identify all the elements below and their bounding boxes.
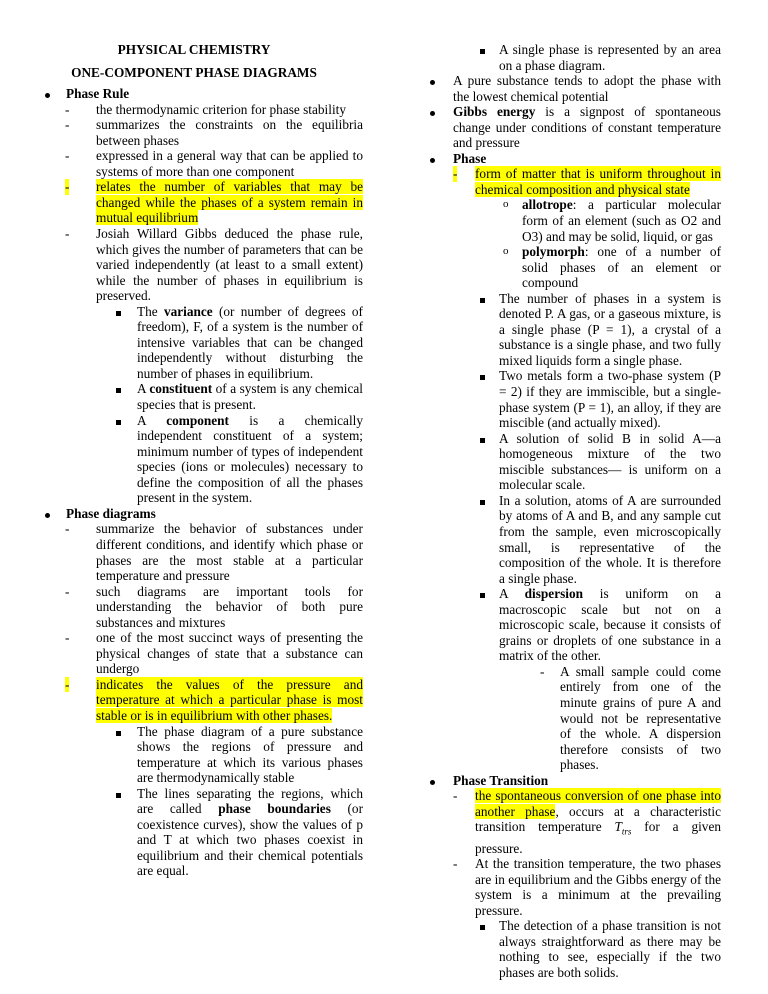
dash-marker-icon: - <box>65 148 70 164</box>
bold-term: Phase <box>453 150 487 166</box>
list-item <box>45 413 363 506</box>
bullet-marker-icon <box>430 151 435 167</box>
square-marker-icon <box>480 918 485 934</box>
item-text <box>96 630 363 676</box>
dash-marker-icon: - <box>65 101 70 117</box>
text-run: relates the number of variables that may be changed while the phases of a system remain in mutual equilibrium <box>96 179 363 226</box>
text-run: The phase diagram of a pure substance shows the regions of pressure and temperature at which its various phases are thermodynamically stable <box>137 723 363 786</box>
list-item <box>430 493 721 586</box>
text-run: is uniform on a macroscopic scale but not on a microscopic scale, because it consists of grains or droplets of one substance in a matrix of the other. <box>499 586 721 664</box>
square-bullet-icon <box>116 388 121 393</box>
list-item <box>430 291 721 369</box>
square-marker-icon <box>480 586 485 602</box>
list-item <box>45 179 363 226</box>
list-item <box>430 151 721 167</box>
dash-marker-icon: - <box>65 521 70 537</box>
circle-marker-icon: o <box>503 245 509 258</box>
square-marker-icon <box>480 493 485 509</box>
square-bullet-icon <box>480 593 485 598</box>
text-run: Josiah Willard Gibbs deduced the phase rule, which gives the number of parameters that can be varied independently (at least to a small extent) while the number of phases in equilibrium is preserved. <box>96 226 363 304</box>
text-run: A <box>137 412 167 428</box>
item-text <box>499 291 721 368</box>
right-outline <box>430 42 721 980</box>
item-text <box>96 102 346 117</box>
list-item <box>430 664 721 773</box>
bullet-marker-icon <box>430 104 435 120</box>
bullet-marker-icon <box>45 86 50 102</box>
text-run: The detection of a phase transition is not always straightforward as there may be nothing to see, especially if the two phases are both solids. <box>499 918 721 980</box>
list-item <box>430 73 721 104</box>
item-text <box>96 584 363 630</box>
item-text <box>96 148 363 179</box>
square-bullet-icon <box>480 438 485 443</box>
dash-marker-icon: - <box>65 179 70 195</box>
text-run: A <box>137 381 150 397</box>
bullet-icon <box>430 780 435 785</box>
square-bullet-icon <box>480 49 485 54</box>
item-text <box>96 226 363 303</box>
bold-term: polymorph <box>522 244 585 260</box>
text-run: summarizes the constraints on the equilibria between phases <box>96 117 363 148</box>
list-item <box>430 166 721 197</box>
item-text <box>66 86 129 101</box>
item-text <box>499 918 721 980</box>
item-text <box>137 381 363 412</box>
text-run: is a signpost of spontaneous change under conditions of constant temperature and pressure <box>453 104 721 151</box>
item-text <box>96 117 363 148</box>
square-bullet-icon <box>480 298 485 303</box>
document-title: PHYSICAL CHEMISTRY <box>117 42 271 57</box>
text-run: (or coexistence curves), show the values of p and T at which two phases coexist in equilibrium and their chemical potentials are equal. <box>137 801 364 879</box>
text-run: such diagrams are important tools for understanding the behavior of both pure substances and mixtures <box>96 583 363 630</box>
list-item <box>430 368 721 430</box>
text-run: expressed in a general way that can be applied to systems of more than one component <box>96 148 363 179</box>
dash-marker-icon: - <box>65 676 70 692</box>
list-item <box>45 630 363 677</box>
item-text <box>96 677 363 723</box>
list-item <box>45 584 363 631</box>
square-marker-icon <box>480 368 485 384</box>
list-item <box>45 102 363 118</box>
dash-marker-icon: - <box>65 117 70 133</box>
text-run: In a solution, atoms of A are surrounded by atoms of A and B, and any sample cut from the sample, even microscopically small, is representative of the composition of the whole. It is therefore a single phase. <box>499 492 721 586</box>
list-item <box>45 381 363 412</box>
item-text <box>499 42 721 73</box>
list-item <box>430 197 721 244</box>
highlighted-text: the spontaneous conversion of one phase into another phase <box>475 788 721 819</box>
document-subtitle: ONE-COMPONENT PHASE DIAGRAMS <box>71 64 317 80</box>
square-bullet-icon <box>480 500 485 505</box>
item-text <box>499 431 721 493</box>
text-run: of a system is any chemical species that is present. <box>137 381 363 413</box>
math-subscript: trs <box>621 827 632 837</box>
math-symbol <box>614 819 632 837</box>
square-bullet-icon <box>116 311 121 316</box>
item-text <box>96 521 363 583</box>
bold-term: dispersion <box>524 586 584 602</box>
list-item <box>430 244 721 291</box>
item-text <box>96 179 363 225</box>
bold-term: phase boundaries <box>218 801 331 817</box>
item-text <box>137 724 363 786</box>
item-text <box>522 244 721 290</box>
text-run: (or number of degrees of freedom), F, of a system is the number of intensive variables that can be changed independently without disturbing the number of phases in equilibrium. <box>137 303 363 381</box>
bullet-icon <box>430 80 435 85</box>
square-bullet-icon <box>480 925 485 930</box>
bold-term: allotrope <box>522 197 573 213</box>
text-run: , occurs at a characteristic transition temperature <box>475 803 721 835</box>
bold-term: Phase diagrams <box>66 505 156 521</box>
text-run: form of matter that is uniform throughout in chemical composition and physical state <box>475 166 721 197</box>
bold-term: Gibbs energy <box>453 104 536 120</box>
list-item <box>45 117 363 148</box>
list-item <box>430 918 721 980</box>
text-run: for a given pressure. <box>475 819 721 856</box>
list-item <box>45 786 363 879</box>
item-text <box>453 773 548 788</box>
text-run: one of the most succinct ways of presenting the physical changes of state that a substance can undergo <box>96 630 363 677</box>
item-text <box>560 664 721 772</box>
dash-marker-icon: - <box>453 166 458 182</box>
dash-marker-icon: - <box>453 856 458 872</box>
list-item <box>45 724 363 786</box>
bullet-marker-icon <box>430 73 435 89</box>
list-item <box>45 304 363 382</box>
square-marker-icon <box>116 786 121 802</box>
item-text <box>499 493 721 586</box>
list-item <box>45 148 363 179</box>
left-column <box>45 42 363 879</box>
item-text <box>475 856 721 918</box>
square-marker-icon <box>480 42 485 58</box>
bold-term: Phase Transition <box>453 772 549 788</box>
bullet-marker-icon <box>430 773 435 789</box>
dash-marker-icon: - <box>65 583 70 599</box>
square-marker-icon <box>116 413 121 429</box>
item-text <box>137 304 363 381</box>
item-text <box>137 786 363 879</box>
list-item <box>430 431 721 493</box>
list-item <box>45 506 363 522</box>
item-text <box>475 788 721 855</box>
square-marker-icon <box>480 431 485 447</box>
list-item <box>430 42 721 73</box>
bullet-icon <box>45 513 50 518</box>
square-marker-icon <box>480 291 485 307</box>
text-run: A solution of solid B in solid A—a homogeneous mixture of the two miscible substances— is uniform on a molecular scale. <box>499 430 721 493</box>
text-run: The <box>137 303 164 319</box>
dash-marker-icon: - <box>453 788 458 804</box>
text-run: A single phase is represented by an area on a phase diagram. <box>499 42 721 73</box>
list-item <box>45 677 363 724</box>
bullet-icon <box>430 158 435 163</box>
item-text <box>499 586 721 663</box>
square-bullet-icon <box>480 375 485 380</box>
list-item <box>430 773 721 789</box>
list-item <box>45 86 363 102</box>
text-run: summarize the behavior of substances under different conditions, and identify which phase or phases are the most stable at a particular temperature and pressure <box>96 521 363 584</box>
text-run: At the transition temperature, the two phases are in equilibrium and the Gibbs energy of the system is a minimum at the prevailing pressure. <box>475 856 721 918</box>
square-bullet-icon <box>116 793 121 798</box>
text-run: indicates the values of the pressure and temperature at which a particular phase is most stable or is in equilibrium with other phases. <box>96 676 363 723</box>
item-text <box>66 506 156 521</box>
text-run: : a particular molecular form of an element (such as O2 and O3) and may be solid, liquid, or gas <box>522 197 721 244</box>
circle-marker-icon: o <box>503 198 509 211</box>
math-base: T <box>614 819 622 835</box>
text-run: A pure substance tends to adopt the phase with the lowest chemical potential <box>453 73 721 104</box>
text-run: A small sample could come entirely from one of the minute grains of pure A and would not be representative of the whole. A dispersion therefore consists of two phases. <box>560 663 721 773</box>
dash-marker-icon: - <box>65 226 70 242</box>
square-bullet-icon <box>116 420 121 425</box>
square-bullet-icon <box>116 731 121 736</box>
item-text <box>137 413 363 506</box>
bold-term: constituent <box>149 381 213 397</box>
bullet-icon <box>430 111 435 116</box>
item-text <box>522 197 721 243</box>
bullet-marker-icon <box>45 506 50 522</box>
left-outline <box>45 86 363 879</box>
list-item <box>45 226 363 304</box>
bullet-icon <box>45 93 50 98</box>
subdash-marker-icon: - <box>540 663 545 679</box>
list-item <box>430 856 721 918</box>
square-marker-icon <box>116 724 121 740</box>
text-run: the thermodynamic criterion for phase stability <box>96 101 346 117</box>
text-run: : one of a number of solid phases of an element or compound <box>522 244 721 291</box>
text-run: Two metals form a two-phase system (P = 2) if they are immiscible, but a single-phase system (P = 1), an alloy, if they are miscible (and actually mixed). <box>499 368 721 431</box>
text-run: A <box>499 586 525 602</box>
item-text <box>453 151 486 166</box>
list-item <box>430 788 721 856</box>
list-item <box>430 586 721 664</box>
text-run: is a chemically independent constituent of a system; minimum number of types of independent species (ions or molecules) necessary to define the composition of all the phases present in the system. <box>137 412 363 506</box>
right-column <box>430 42 721 980</box>
bold-term: variance <box>163 303 213 319</box>
list-item <box>430 104 721 151</box>
bold-term: component <box>166 412 229 428</box>
square-marker-icon <box>116 381 121 397</box>
item-text <box>499 368 721 430</box>
text-run: The number of phases in a system is denoted P. A gas, or a gaseous mixture, is a single phase (P = 1), a crystal of a substance is a single phase, and two fully mixed liquids form a single phase. <box>499 290 721 368</box>
item-text <box>453 73 721 104</box>
bold-term: Phase Rule <box>66 86 130 102</box>
dash-marker-icon: - <box>65 630 70 646</box>
text-run: The lines separating the regions, which are called <box>137 785 363 817</box>
list-item <box>45 521 363 583</box>
item-text <box>453 104 721 150</box>
item-text <box>475 166 721 197</box>
square-marker-icon <box>116 304 121 320</box>
